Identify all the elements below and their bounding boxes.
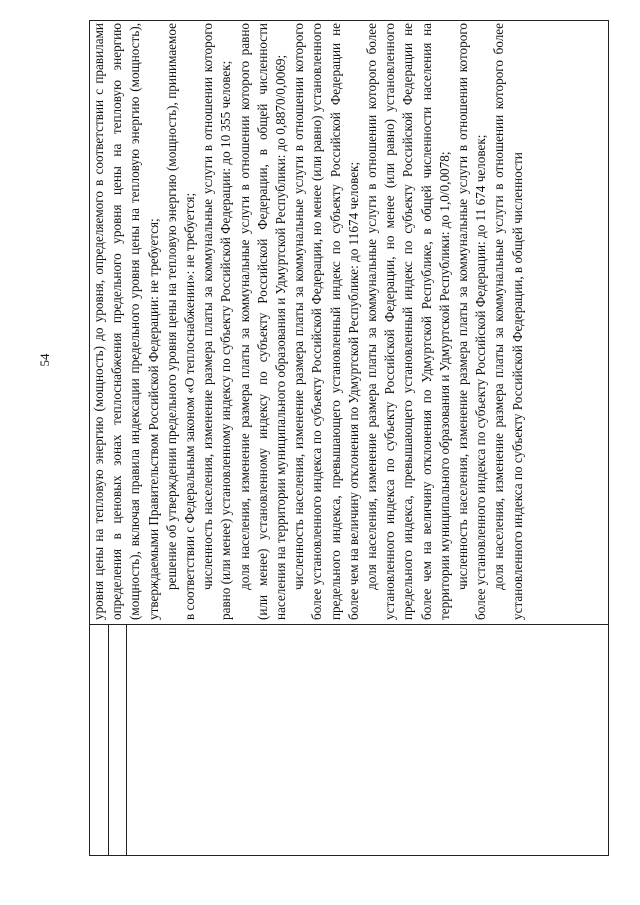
paragraph: решение об утверждении предельного уровня цены на тепловую энергию (мощность), принимаемое в соответствии с Федеральным законом «О теплоснабжении»: не требуется; [163,23,198,620]
table-frame [89,20,609,856]
paragraph: доля населения, изменение размера платы за коммунальные услуги в отношении которого равно (или менее) установленному индексу по субъекту Российской Федерации, в общей численности населения на территории муниципального образования и Удмуртской Республики: до 0,8870/0,0069; [236,23,289,620]
paragraph: численность населения, изменение размера платы за коммунальные услуги в отношении которого более установленного индекса по субъекту Российской Федерации: до 11 674 человек; [455,23,489,620]
row-divider [108,625,109,855]
paragraph: доля населения, изменение размера платы за коммунальные услуги в отношении которого более установленного индекса по субъекту Российской Федерации, в общей численности [491,23,525,620]
row-divider [126,625,127,855]
paragraph: доля населения, изменение размера платы за коммунальные услуги в отношении которого более установленного индекса по субъекту Российской Федерации, но менее (или равно) установленного предельного индекса, превышающего установленный индекс по субъекту Российской Федерации не более чем на величину отклонения по Удмуртской Республике, в общей численности населения на территории муниципального образования и Удмуртской Республики: до 1,0/0,0078; [364,23,452,620]
page-number: 54 [37,353,52,367]
empty-left-column [90,625,608,855]
paragraph: численность населения, изменение размера платы за коммунальные услуги в отношении которого равно (или менее) установленному индексу по субъекту Российской Федерации: до 10 355 человек; [200,23,234,620]
column-divider [90,624,608,625]
table-text-cell [90,23,608,620]
paragraph: уровня цены на тепловую энергию (мощность) до уровня, определяемого в соответствии с правилами определения в ценовых зонах теплоснабжения предельного уровня цены на тепловую энергию (мощность), включая правила индексации предельного уровня цены на тепловую энергию (мощность), утверждаемыми Правительством Российской Федерации: не требуется; [91,23,161,620]
rotated-table [89,20,609,856]
paragraph: численность населения, изменение размера платы за коммунальные услуги в отношении которого более установленного индекса по субъекту Российской Федерации, но менее (или равно) установленного предельного индекса, превышающего установленный индекс по субъекту Российской Федерации не более чем на величину отклонения по Удмуртской Республике: до 11674 человек; [291,23,361,620]
